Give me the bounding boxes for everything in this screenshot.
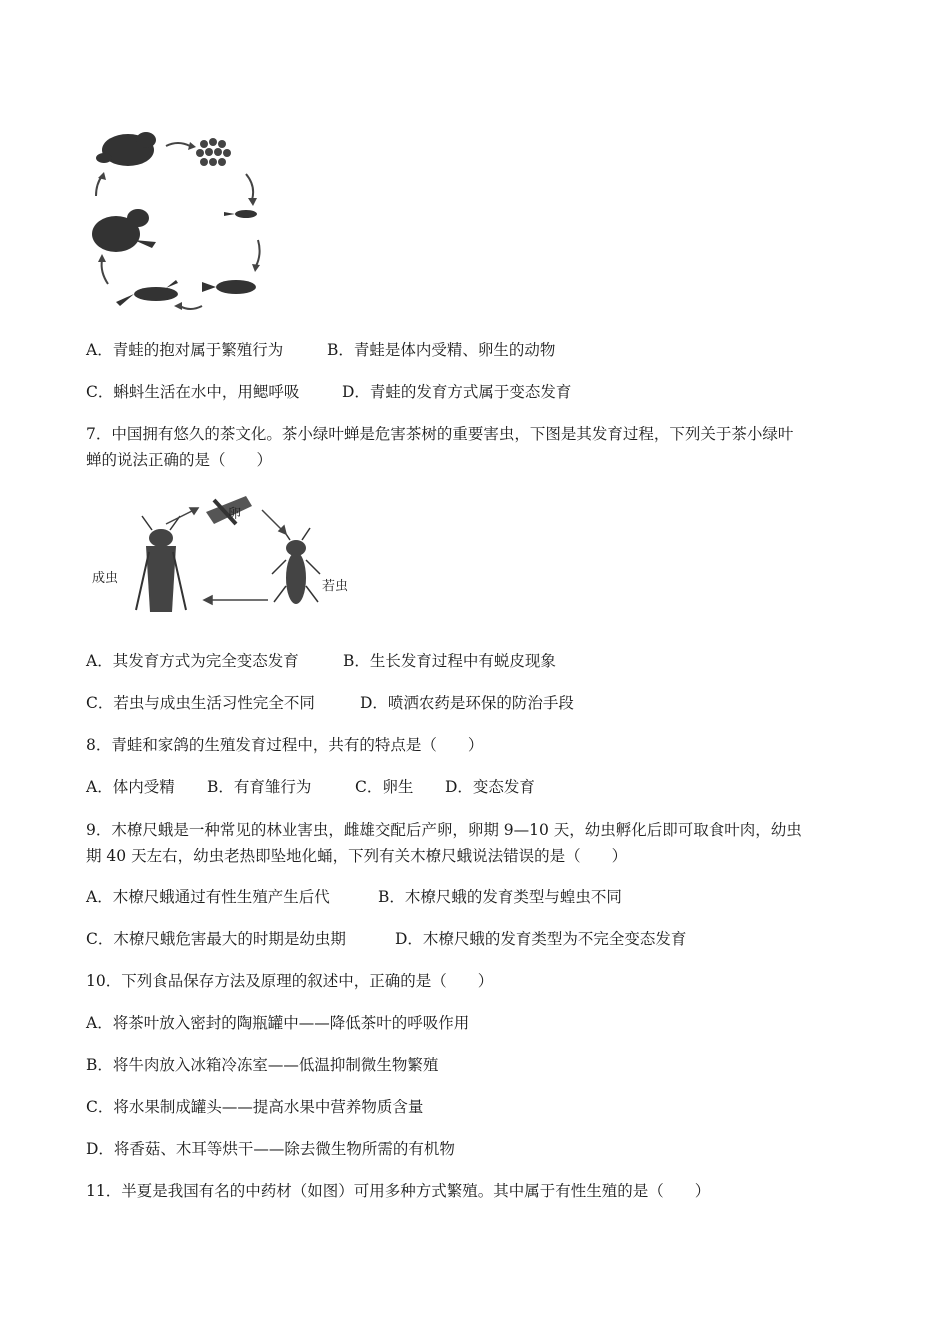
cycle-arrows xyxy=(166,508,286,604)
q8-option-a[interactable]: A．体内受精 xyxy=(86,778,175,796)
q9-option-c-text: C．木橑尺蛾危害最大的时期是幼虫期 xyxy=(86,930,346,948)
adult-leafhopper xyxy=(136,516,186,612)
q8-option-c[interactable]: C．卵生 xyxy=(355,778,414,796)
label-adult: 成虫 xyxy=(92,571,119,586)
q9-option-b[interactable]: B．木橑尺蛾的发育类型与蝗虫不同 xyxy=(378,888,622,906)
q10-option-b[interactable]: B．将牛肉放入冰箱冷冻室——低温抑制微生物繁殖 xyxy=(86,1056,439,1074)
q7-stem-line1: 7．中国拥有悠久的茶文化。茶小绿叶蝉是危害茶树的重要害虫，下图是其发育过程，下列关于茶小绿叶 xyxy=(86,425,794,443)
q9-option-a[interactable] xyxy=(86,887,864,907)
q6-option-a[interactable] xyxy=(86,340,864,360)
label-nymph: 若虫 xyxy=(322,579,349,594)
frog-eggs xyxy=(196,138,231,166)
q6-option-d[interactable]: D．青蛙的发育方式属于变态发育 xyxy=(342,383,572,401)
adult-frog-top xyxy=(96,132,156,166)
q8-stem: 8．青蛙和家鸽的生殖发育过程中，共有的特点是（ ） xyxy=(86,736,484,754)
q10-option-c[interactable]: C．将水果制成罐头——提高水果中营养物质含量 xyxy=(86,1098,424,1116)
q7-option-a[interactable] xyxy=(86,651,864,671)
q9-stem-line1: 9．木橑尺蛾是一种常见的林业害虫，雌雄交配后产卵，卵期 9—10 天，幼虫孵化后即可取食叶肉，幼虫 xyxy=(86,821,802,839)
q7-option-b[interactable]: B．生长发育过程中有蜕皮现象 xyxy=(343,652,556,670)
q7-option-a-text: A．其发育方式为完全变态发育 xyxy=(86,652,299,670)
q8-option-d[interactable]: D．变态发育 xyxy=(445,778,535,796)
tadpole-with-legs xyxy=(202,280,256,294)
froglet xyxy=(116,280,178,306)
nymph-leafhopper xyxy=(272,528,320,604)
q10-option-d[interactable]: D．将香菇、木耳等烘干——除去微生物所需的有机物 xyxy=(86,1140,455,1158)
q8-option-b[interactable]: B．有育雏行为 xyxy=(207,778,312,796)
q7-option-c-text: C．若虫与成虫生活习性完全不同 xyxy=(86,694,315,712)
frog-life-cycle-figure xyxy=(86,122,276,312)
leafhopper-cycle-figure xyxy=(86,490,366,625)
q9-option-d[interactable]: D．木橑尺蛾的发育类型为不完全变态发育 xyxy=(395,930,687,948)
q10-stem: 10．下列食品保存方法及原理的叙述中，正确的是（ ） xyxy=(86,972,494,990)
q6-option-b[interactable]: B．青蛙是体内受精、卵生的动物 xyxy=(327,341,556,359)
label-egg: 卵 xyxy=(228,507,242,522)
q9-stem-line2: 期 40 天左右，幼虫老热即坠地化蛹，下列有关木橑尺蛾说法错误的是（ ） xyxy=(86,847,628,865)
q7-option-d[interactable]: D．喷洒农药是环保的防治手段 xyxy=(360,694,574,712)
q11-stem: 11．半夏是我国有名的中药材（如图）可用多种方式繁殖。其中属于有性生殖的是（ ） xyxy=(86,1182,711,1200)
q10-option-a[interactable]: A．将茶叶放入密封的陶瓶罐中——降低茶叶的呼吸作用 xyxy=(86,1014,470,1032)
q9-option-a-text: A．木橑尺蛾通过有性生殖产生后代 xyxy=(86,888,330,906)
q6-option-c-text: C．蝌蚪生活在水中，用鳃呼吸 xyxy=(86,383,300,401)
q7-stem-line2: 蝉的说法正确的是（ ） xyxy=(86,451,273,469)
q9-option-c[interactable] xyxy=(86,929,864,949)
tadpole-early xyxy=(224,210,257,218)
q6-option-c[interactable] xyxy=(86,382,864,402)
q7-option-c[interactable] xyxy=(86,693,864,713)
q6-option-a-text: A．青蛙的抱对属于繁殖行为 xyxy=(86,341,284,359)
young-frog xyxy=(92,209,156,252)
